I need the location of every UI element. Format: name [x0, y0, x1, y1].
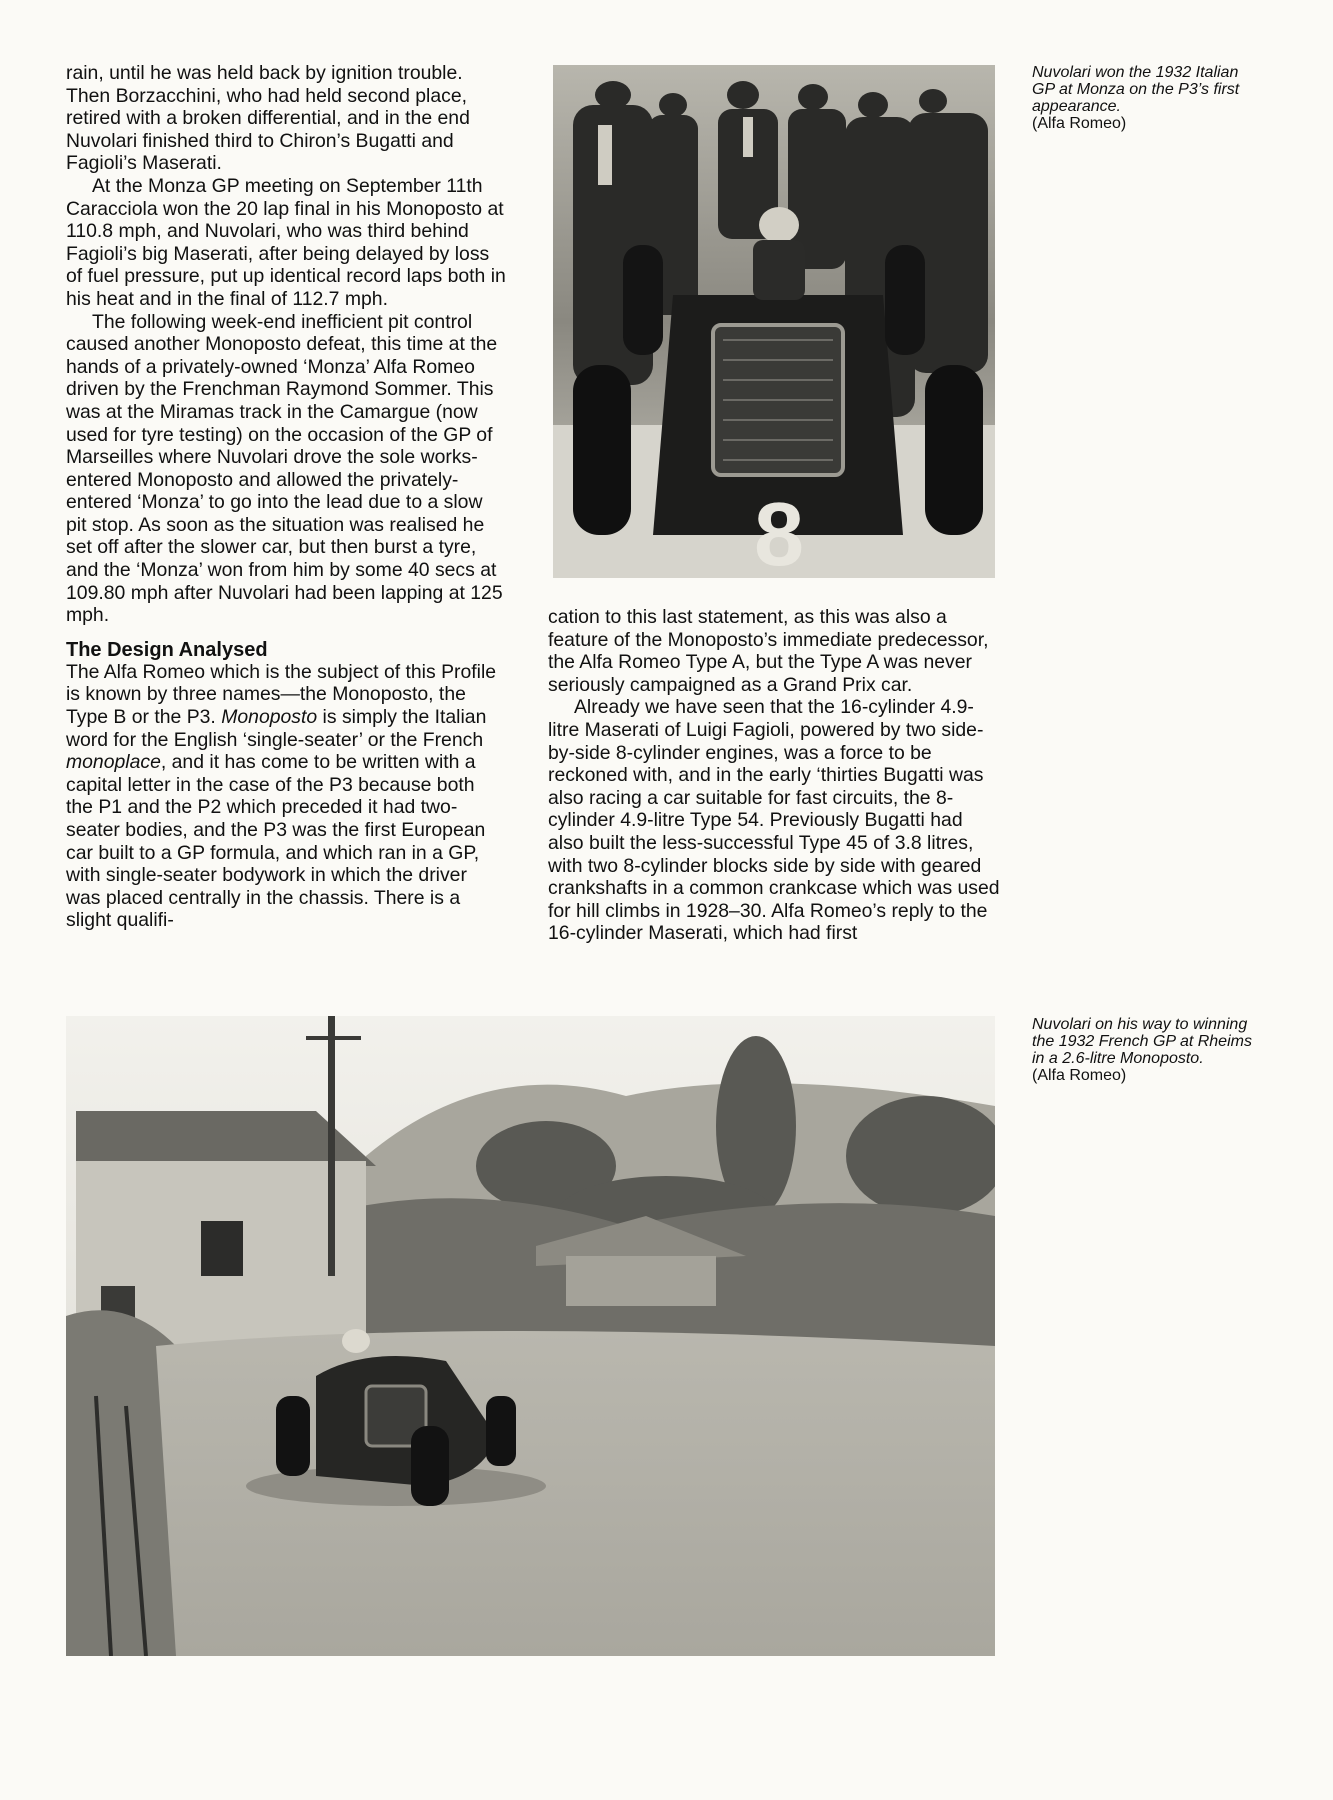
- caption-bottom: [1032, 1016, 1262, 1084]
- italic-term: monoplace: [66, 751, 161, 774]
- car-number: 8: [753, 485, 805, 578]
- paragraph: [66, 661, 506, 932]
- text-run: The Alfa Romeo which is the subject of this Profile is known by three names—the Monoposto, the Type B or the P3.: [66, 660, 497, 729]
- left-text-column: [66, 62, 506, 932]
- paragraph: cation to this last statement, as this was also a feature of the Monoposto’s immediate predecessor, the Alfa Romeo Type A, but the Type A was never seriously campaigned as a Grand Prix car.: [548, 606, 989, 696]
- paragraph: rain, until he was held back by ignition trouble. Then Borzacchini, who had held second place, retired with a broken differential, and in the end Nuvolari finished third to Chiron’s Bugatti and Fagioli’s Maserati.: [66, 62, 470, 175]
- italic-term: Monoposto: [221, 706, 318, 729]
- photo-monza-pits: [553, 65, 995, 578]
- paragraph: Already we have seen that the 16-cylinder 4.9-litre Maserati of Luigi Fagioli, powered by two side-by-side 8-cylinder engines, was a force to be reckoned with, and in the early ‘thirties Bugatti was also racing a car suitable for fast circuits, the 8-cylinder 4.9-litre Type 54. Previously Bugatti had also built the less-successful Type 45 of 3.8 litres, with two 8-cylinder blocks side by side with geared crankshafts in a common crankcase which was used for hill climbs in 1928–30. Alfa Romeo’s reply to the 16-cylinder Maserati, which had first: [548, 696, 1000, 945]
- caption-credit: (Alfa Romeo): [1032, 115, 1127, 132]
- paragraph: The following week-end inefficient pit control caused another Monoposto defeat, this time at the hands of a privately-owned ‘Monza’ Alfa Romeo driven by the Frenchman Raymond Sommer. This was at the Miramas track in the Camargue (now used for tyre testing) on the occasion of the GP of Marseilles where Nuvolari drove the sole works-entered Monoposto and allowed the privately-entered ‘Monza’ to go into the lead due to a slow pit stop. As soon as the situation was realised he set off after the slower car, but then burst a tyre, and the ‘Monza’ won from him by some 40 secs at 109.80 mph after Nuvolari had been lapping at 125 mph.: [66, 310, 503, 627]
- caption-text: Nuvolari won the 1932 Italian GP at Monza on the P3’s first appearance.: [1032, 64, 1240, 115]
- caption-top: [1032, 64, 1262, 132]
- paragraph: At the Monza GP meeting on September 11th Caracciola won the 20 lap final in his Monoposto at 110.8 mph, and Nuvolari, who was third behind Fagioli’s big Maserati, after being delayed by loss of fuel pressure, put up identical record laps both in his heat and in the final of 112.7 mph.: [66, 174, 506, 310]
- section-heading: The Design Analysed: [66, 638, 268, 661]
- photo-rheims-race: [66, 1016, 995, 1656]
- caption-credit: (Alfa Romeo): [1032, 1067, 1127, 1084]
- caption-text: Nuvolari on his way to winning the 1932 French GP at Rheims in a 2.6-litre Monoposto.: [1032, 1016, 1252, 1067]
- text-run: , and it has come to be written with a capital letter in the case of the P3 because both the P1 and the P2 which preceded it had two-seater bodies, and the P3 was the first European car built to a GP formula, and which ran in a GP, with single-seater bodywork in which the driver was placed centrally in the chassis. There is a slight qualifi-: [66, 751, 486, 932]
- right-text-column: [548, 606, 1000, 945]
- text-run: is simply the Italian word for the English ‘single-seater’ or the French: [66, 706, 487, 751]
